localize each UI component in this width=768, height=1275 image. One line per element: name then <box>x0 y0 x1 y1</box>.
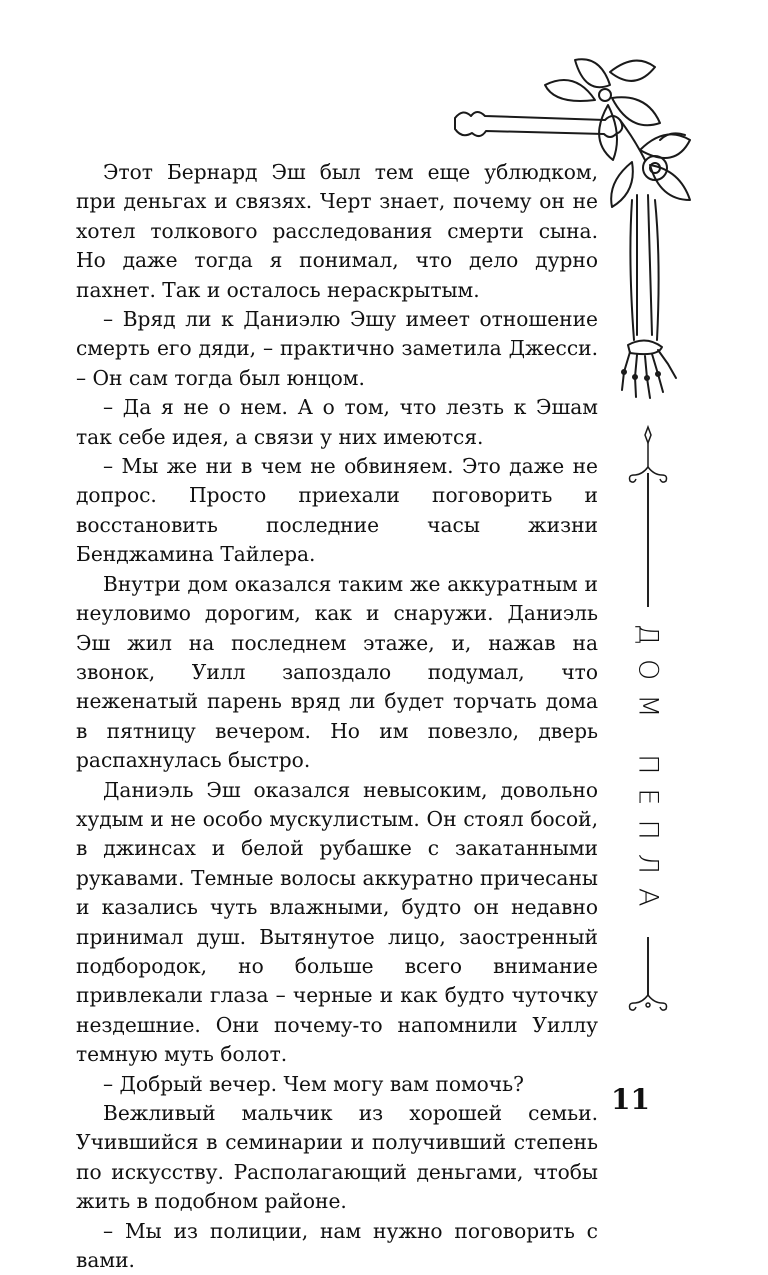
paragraph: Внутри дом оказался таким же аккуратным и неуловимо дорогим, как и снаружи. Даниэль Эш жил на последнем этаже, и, нажав на звонок, Уилл запоздало подумал, что неженатый парень вряд ли будет торчать дома в пятницу вечером. Но им повезло, дверь распахнулась быстро. <box>76 571 598 773</box>
running-title-text: ДОМ ПЕПЛА <box>632 623 664 921</box>
top-flourish-icon <box>628 425 668 495</box>
page-number: 11 <box>611 1083 650 1116</box>
paragraph: – Да я не о нем. А о том, что лезть к Эшам так себе идея, а связи у них имеются. <box>76 395 598 449</box>
paragraph: Этот Бернард Эш был тем еще ублюдком, при деньгах и связях. Черт знает, почему он не хотел толкового расследования смерти сына. Но даже тогда я понимал, что дело дурно пахнет. Так и осталось нераскрытым. <box>76 160 598 302</box>
bottom-flourish-icon <box>628 993 668 1033</box>
paragraph: Даниэль Эш оказался невысоким, довольно худым и не особо мускулистым. Он стоял босой, в джинсах и белой рубашке с закатанными рукавами. Темные волосы аккуратно причесаны и казались чуть влажными, будто он недавно принимал душ. Вытянутое лицо, заостренный подбородок, но больше всего внимание привлекали глаза – черные и как будто чуточку нездешние. Они почему-то напомнили Уиллу темную муть болот. <box>76 777 598 1067</box>
running-title-column <box>628 425 668 1037</box>
paragraph: – Добрый вечер. Чем могу вам помочь? <box>103 1071 525 1096</box>
body-text <box>76 158 598 1275</box>
paragraph: – Мы же ни в чем не обвиняем. Это даже не допрос. Просто приехали поговорить и восстановить последние часы жизни Бенджамина Тайлера. <box>76 454 598 567</box>
paragraph: – Вряд ли к Даниэлю Эшу имеет отношение смерть его дяди, – практично заметила Джесси. – Он сам тогда был юнцом. <box>76 307 598 390</box>
paragraph: – Мы из полиции, нам нужно поговорить с вами. <box>76 1218 598 1273</box>
running-title <box>628 607 668 937</box>
paragraph: Вежливый мальчик из хорошей семьи. Учившийся в семинарии и получивший степень по искусству. Располагающий деньгами, чтобы жить в подобном районе. <box>76 1101 598 1214</box>
